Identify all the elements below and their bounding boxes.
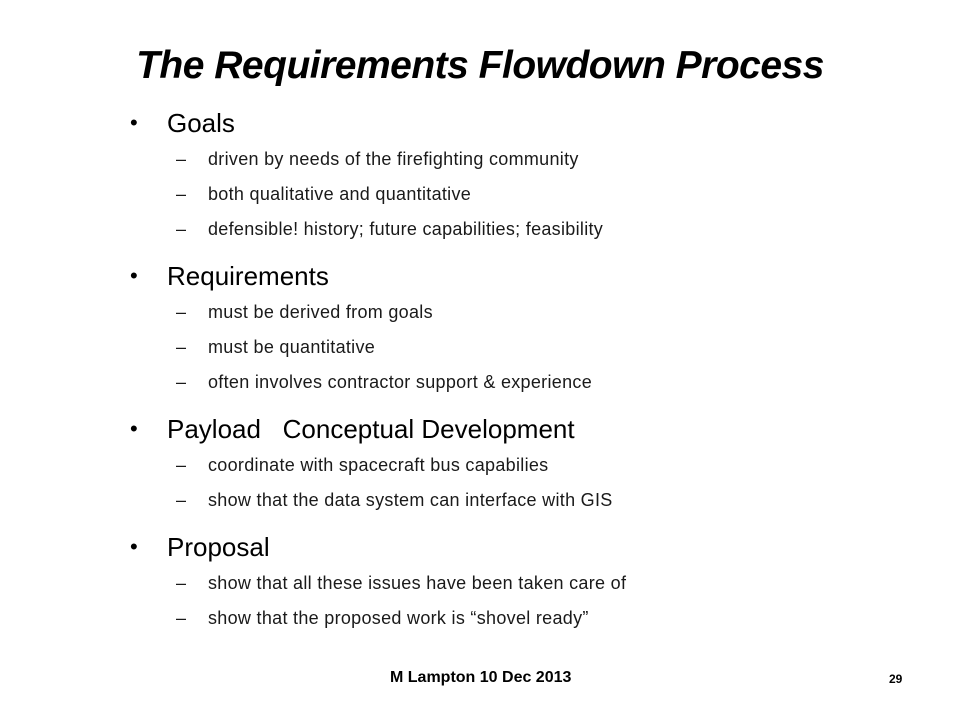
dash-icon: – [176,337,187,357]
sub-item [130,483,920,518]
dash-icon: – [176,455,187,475]
bullet-heading: Requirements [167,261,329,291]
section-requirements [130,257,920,400]
sub-item-text: show that the proposed work is “shovel ready” [208,608,589,628]
sub-item-text: must be derived from goals [208,302,433,322]
dash-icon: – [176,149,187,169]
bullet-item [130,257,920,295]
dash-icon: – [176,608,187,628]
bullet-item [130,410,920,448]
bullet-icon: • [130,263,138,288]
dash-icon: – [176,302,187,322]
section-proposal [130,528,920,636]
sub-item [130,601,920,636]
bullet-heading: Proposal [167,532,270,562]
bullet-heading: Payload Conceptual Development [167,414,575,444]
sub-item-text: defensible! history; future capabilities; feasibility [208,219,604,239]
sub-item-text: show that the data system can interface with GIS [208,490,613,510]
sub-item-text: driven by needs of the firefighting community [208,149,579,169]
sub-item-text: coordinate with spacecraft bus capabilies [208,455,549,475]
sub-item-text: show that all these issues have been taken care of [208,573,627,593]
dash-icon: – [176,372,187,392]
bullet-icon: • [130,534,138,559]
bullet-item [130,528,920,566]
spacer [130,518,920,528]
sub-item-text: both qualitative and quantitative [208,184,472,204]
sub-item [130,330,920,365]
sub-item [130,566,920,601]
sub-item [130,212,920,247]
spacer [130,247,920,257]
spacer [130,400,920,410]
bullet-icon: • [130,110,138,135]
slide-title: The Requirements Flowdown Process [136,44,824,87]
slide-footer [0,666,960,690]
bullet-list [130,104,920,636]
dash-icon: – [176,573,187,593]
sub-item [130,448,920,483]
dash-icon: – [176,219,187,239]
section-payload [130,410,920,518]
sub-item [130,177,920,212]
sub-item-text: must be quantitative [208,337,376,357]
dash-icon: – [176,490,187,510]
footer-author-date: M Lampton 10 Dec 2013 [390,669,572,686]
sub-item [130,295,920,330]
bullet-heading: Goals [167,108,235,138]
sub-item [130,142,920,177]
page-number: 29 [889,672,903,686]
sub-item-text: often involves contractor support & experience [208,372,593,392]
dash-icon: – [176,184,187,204]
sub-item [130,365,920,400]
bullet-item [130,104,920,142]
bullet-icon: • [130,416,138,441]
section-goals [130,104,920,247]
